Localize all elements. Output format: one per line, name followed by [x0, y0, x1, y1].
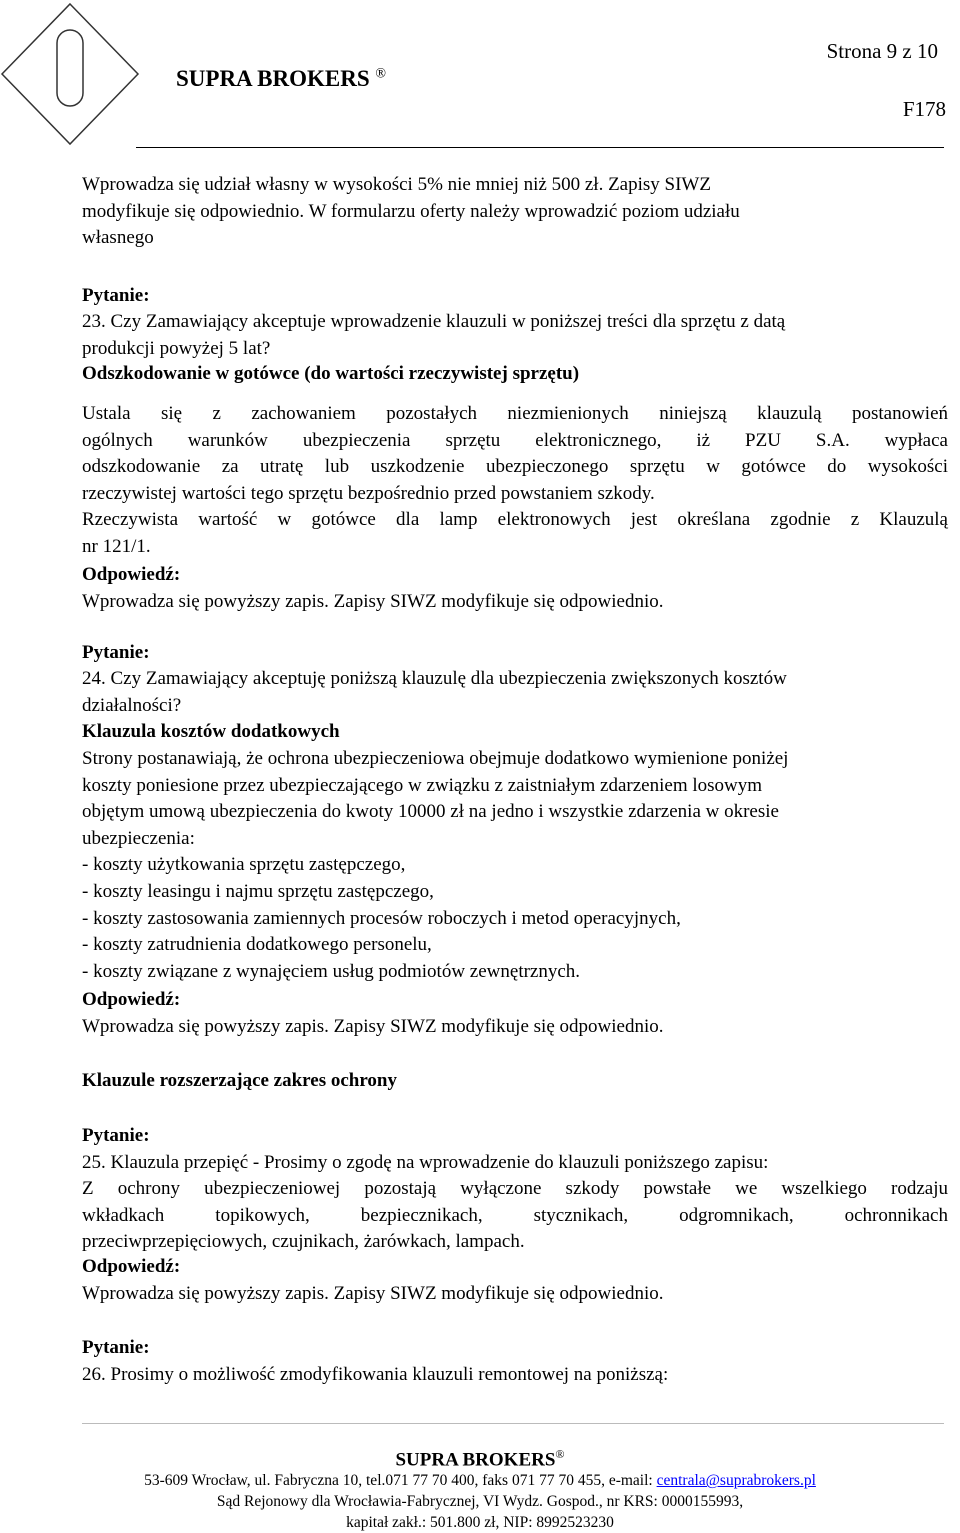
list-item: - koszty zatrudnienia dodatkowego personelu,	[82, 934, 432, 956]
text-line: własnego	[82, 227, 154, 249]
footer-brand	[0, 1444, 960, 1470]
question-label: Pytanie:	[82, 642, 150, 663]
answer-text: Wprowadza się powyższy zapis. Zapisy SIWZ modyfikuje się odpowiednio.	[82, 1016, 664, 1037]
text-line: wkładkach topikowych, bezpiecznikach, stycznikach, odgromnikach, ochronnikach	[82, 1204, 948, 1226]
footer-capital: kapitał zakł.: 501.800 zł, NIP: 8992523230	[346, 1514, 614, 1532]
text-line: 23. Czy Zamawiający akceptuje wprowadzenie klauzuli w poniższej treści dla sprzętu z datą	[82, 311, 786, 332]
answer-text: Wprowadza się powyższy zapis. Zapisy SIWZ modyfikuje się odpowiednio.	[82, 1283, 664, 1304]
answer-label: Odpowiedź:	[82, 1256, 181, 1277]
header-brand-name: SUPRA BROKERS	[176, 66, 370, 91]
footer-address	[0, 1470, 960, 1491]
text-line: 24. Czy Zamawiający akceptuję poniższą klauzulę dla ubezpieczenia zwiększonych kosztów	[82, 668, 787, 689]
document-code: F178	[902, 97, 946, 121]
footer-address-text: 53-609 Wrocław, ul. Fabryczna 10, tel.071 77 70 400, faks 071 77 70 455, e-mail:	[144, 1472, 657, 1490]
header-brand	[176, 66, 386, 92]
text-line: objętym umową ubezpieczenia do kwoty 10000 zł na jedno i wszystkie zdarzenia w okresie	[82, 801, 779, 823]
text-line: Wprowadza się udział własny w wysokości 5% nie mniej niż 500 zł. Zapisy SIWZ	[82, 174, 711, 195]
section-title: Klauzule rozszerzające zakres ochrony	[82, 1070, 398, 1091]
footer-court: Sąd Rejonowy dla Wrocławia-Fabrycznej, VI Wydz. Gospod., nr KRS: 0000155993,	[216, 1493, 744, 1511]
footer-brand-name: SUPRA BROKERS	[395, 1449, 556, 1471]
text-line: rzeczywistej wartości tego sprzętu bezpośrednio przed powstaniem szkody.	[82, 482, 655, 504]
answer-label: Odpowiedź:	[82, 989, 181, 1010]
text-line: koszty poniesione przez ubezpieczającego w związku z zaistniałym zdarzeniem losowym	[82, 774, 763, 796]
list-item: - koszty leasingu i najmu sprzętu zastępczego,	[82, 880, 434, 902]
question-label: Pytanie:	[82, 1337, 150, 1358]
company-logo	[0, 0, 150, 150]
text-line: produkcji powyżej 5 lat?	[82, 337, 271, 359]
registered-mark: ®	[375, 66, 387, 82]
clause-text	[82, 746, 952, 985]
clause-title: Odszkodowanie w gotówce (do wartości rzeczywistej sprzętu)	[82, 363, 580, 384]
question-label: Pytanie:	[82, 1125, 150, 1146]
text-line: odszkodowanie za utratę lub uszkodzenie ubezpieczonego sprzętu w gotówce do wysokości	[82, 456, 948, 478]
list-item: - koszty związane z wynajęciem usług podmiotów zewnętrznych.	[82, 960, 581, 982]
clause-text	[82, 401, 948, 561]
clause-title: Klauzula kosztów dodatkowych	[82, 721, 340, 742]
footer-email-link[interactable]: centrala@suprabrokers.pl	[656, 1472, 816, 1490]
intro-paragraph	[82, 172, 938, 252]
page-number: Strona 9 z 10	[826, 39, 938, 63]
text-line: Strony postanawiają, że ochrona ubezpieczeniowa obejmuje dodatkowo wymienione poniżej	[82, 748, 789, 769]
text-line: nr 121/1.	[82, 535, 151, 557]
answer-label: Odpowiedź:	[82, 564, 181, 585]
text-line: Z ochrony ubezpieczeniowej pozostają wyłączone szkody powstałe we wszelkiego rodzaju	[82, 1178, 948, 1199]
question-text: 25. Klauzula przepięć - Prosimy o zgodę na wprowadzenie do klauzuli poniższego zapisu:	[82, 1152, 769, 1173]
text-line: działalności?	[82, 694, 182, 716]
list-item: - koszty użytkowania sprzętu zastępczego,	[82, 854, 406, 876]
text-line: ogólnych warunków ubezpieczenia sprzętu elektronicznego, iż PZU S.A. wypłaca	[82, 429, 948, 451]
footer	[0, 1444, 960, 1533]
text-line: Rzeczywista wartość w gotówce dla lamp elektronowych jest określana zgodnie z Klauzulą	[82, 509, 948, 531]
answer-text: Wprowadza się powyższy zapis. Zapisy SIWZ modyfikuje się odpowiednio.	[82, 591, 664, 612]
text-line: przeciwprzepięciowych, czujnikach, żarówkach, lampach.	[82, 1231, 525, 1253]
registered-mark: ®	[555, 1447, 565, 1461]
clause-text	[82, 1176, 948, 1256]
list-item: - koszty zastosowania zamiennych procesów roboczych i metod operacyjnych,	[82, 907, 681, 929]
question-label: Pytanie:	[82, 285, 150, 306]
question-text	[82, 666, 952, 719]
question-text	[82, 309, 942, 362]
question-text: 26. Prosimy o możliwość zmodyfikowania klauzuli remontowej na poniższą:	[82, 1364, 669, 1385]
text-line: Ustala się z zachowaniem pozostałych niezmienionych niniejszą klauzulą postanowień	[82, 403, 948, 424]
footer-rule	[82, 1423, 944, 1424]
text-line: ubezpieczenia:	[82, 827, 195, 849]
text-line: modyfikuje się odpowiednio. W formularzu oferty należy wprowadzić poziom udziału	[82, 200, 740, 222]
header-rule	[136, 147, 944, 148]
